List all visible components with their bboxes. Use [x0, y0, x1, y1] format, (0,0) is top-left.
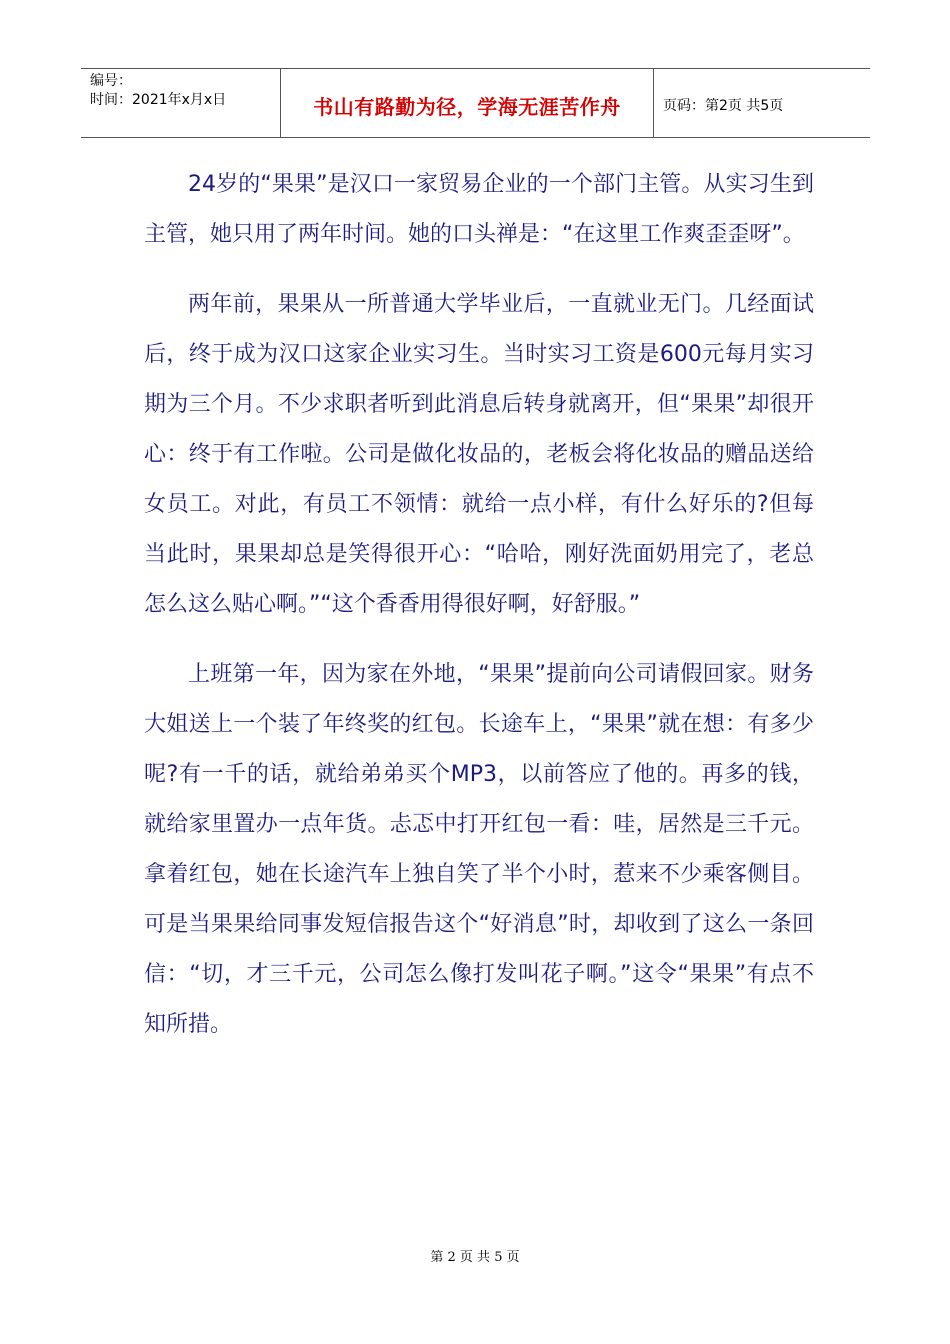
page-footer: 第 2 页 共 5 页 [430, 1250, 520, 1265]
header-motto-cell [281, 69, 654, 137]
paragraph-1: 24岁的“果果”是汉口一家贸易企业的一个部门主管。从实习生到主管，她只用了两年时间。她的口头禅是：“在这里工作爽歪歪呀”。 [144, 172, 814, 247]
page-info-text: 页码：第2页 共5页 [663, 98, 784, 114]
header-meta [81, 69, 281, 137]
article-body [144, 160, 814, 1070]
number-label: 编号： [90, 73, 132, 89]
document-header [81, 68, 870, 138]
paragraph-2: 两年前，果果从一所普通大学毕业后，一直就业无门。几经面试后，终于成为汉口这家企业实习生。当时实习工资是600元每月实习期为三个月。不少求职者听到此消息后转身就离开，但“果果”却很开心：终于有工作啦。公司是做化妆品的，老板会将化妆品的赠品送给女员工。对此，有员工不领情：就给一点小样，有什么好乐的?但每当此时，果果却总是笑得很开心：“哈哈，刚好洗面奶用完了，老总怎么这么贴心啊。”“这个香香用得很好啊，好舒服。” [144, 292, 814, 617]
header-page-info [654, 69, 870, 137]
motto-text: 书山有路勤为径，学海无涯苦作舟 [313, 94, 621, 119]
date-label: 时间：2021年x月x日 [90, 92, 227, 108]
paragraph-3: 上班第一年，因为家在外地，“果果”提前向公司请假回家。财务大姐送上一个装了年终奖的红包。长途车上，“果果”就在想：有多少呢?有一千的话，就给弟弟买个MP3，以前答应了他的。再多的钱，就给家里置办一点年货。忐忑中打开红包一看：哇，居然是三千元。拿着红包，她在长途汽车上独自笑了半个小时，惹来不少乘客侧目。可是当果果给同事发短信报告这个“好消息”时，却收到了这么一条回信：“切，才三千元，公司怎么像打发叫花子啊。”这令“果果”有点不知所措。 [144, 662, 814, 1037]
